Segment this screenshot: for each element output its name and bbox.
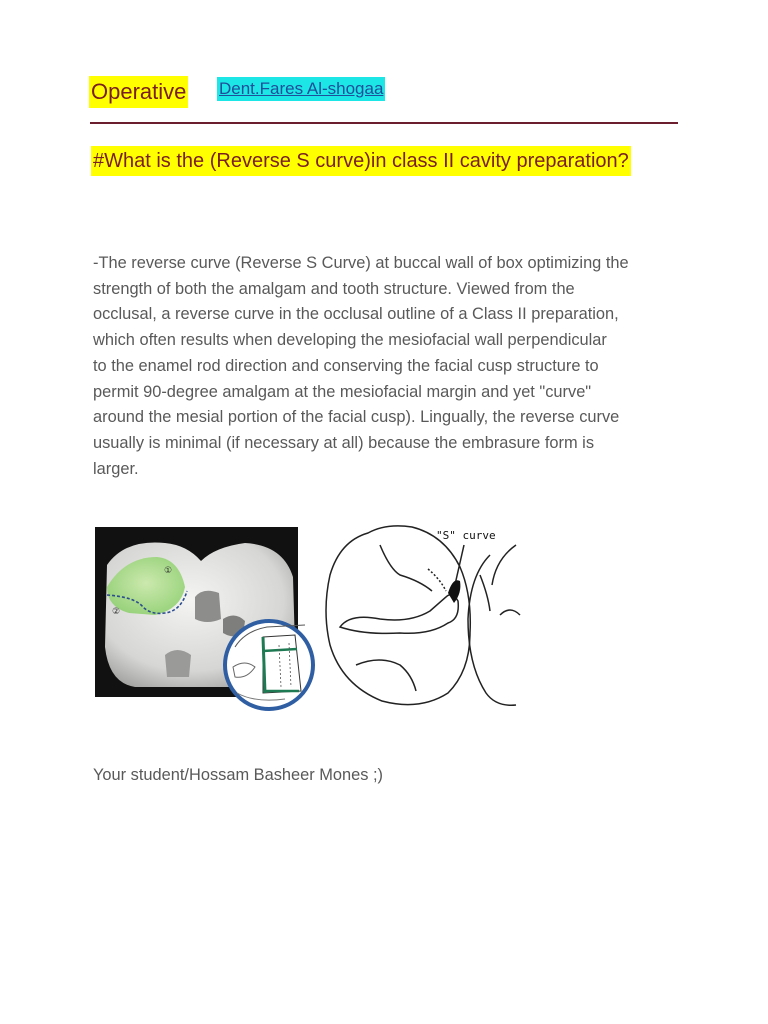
s-curve-drawing (320, 515, 530, 710)
tooth-photo-illustration (95, 527, 317, 717)
answer-line: which often results when developing the mesiofacial wall perpendicular (93, 331, 607, 350)
tooth-photo (95, 527, 317, 717)
s-curve-label: "S" curve (436, 529, 496, 542)
answer-paragraph (93, 251, 663, 482)
answer-line: strength of both the amalgam and tooth structure. Viewed from the (93, 279, 575, 298)
subject-heading: Operative (89, 76, 188, 108)
answer-line: occlusal, a reverse curve in the occlusal outline of a Class II preparation, (93, 305, 619, 324)
marker-one: ① (164, 566, 173, 576)
answer-line: to the enamel rod direction and conserving the facial cusp structure to (93, 356, 599, 375)
s-curve-sketch (320, 515, 530, 710)
answer-line: usually is minimal (if necessary at all) because the embrasure form is (93, 433, 595, 452)
answer-line: larger. (93, 459, 139, 478)
header-divider (90, 122, 678, 124)
answer-line: around the mesial portion of the facial cusp). Lingually, the reverse curve (93, 408, 620, 427)
answer-line: permit 90-degree amalgam at the mesiofacial margin and yet "curve" (93, 382, 592, 401)
author-link[interactable]: Dent.Fares Al-shogaa (217, 77, 385, 101)
answer-line: -The reverse curve (Reverse S Curve) at buccal wall of box optimizing the (93, 254, 629, 272)
student-signature: Your student/Hossam Basheer Mones ;) (93, 766, 384, 784)
question-heading: #What is the (Reverse S curve)in class II cavity preparation? (91, 146, 631, 176)
marker-two: ② (112, 607, 121, 617)
